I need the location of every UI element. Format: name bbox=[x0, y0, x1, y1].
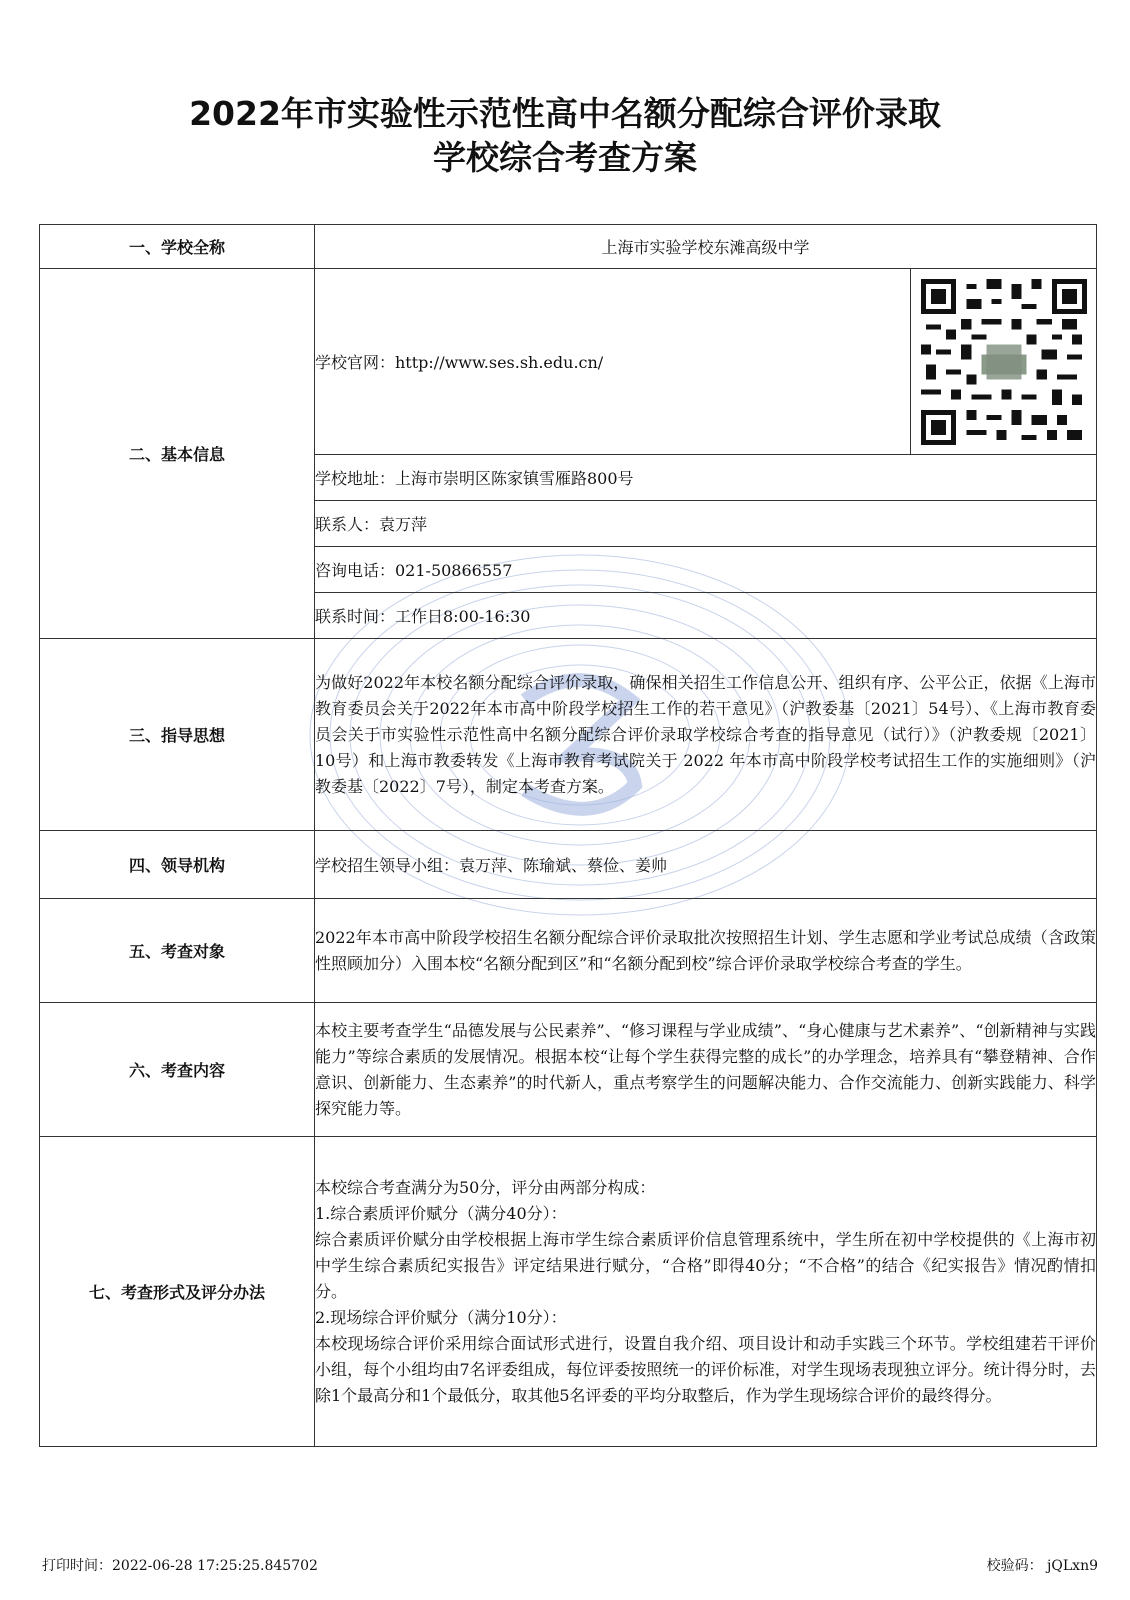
row-method bbox=[40, 1137, 1097, 1447]
target-text: 2022年本市高中阶段学校招生名额分配综合评价录取批次按照招生计划、学生志愿和学业考试总成绩（含政策性照顾加分）入围本校“名额分配到区”和“名额分配到校”综合评价录取学校综合考查的学生。 bbox=[315, 899, 1097, 1003]
method-text bbox=[315, 1137, 1097, 1447]
qr-cell bbox=[911, 269, 1097, 455]
contact-person: 联系人：袁万萍 bbox=[315, 501, 1097, 547]
document-title-line1: 2022年市实验性示范性高中名额分配综合评价录取 bbox=[189, 94, 941, 133]
guiding-text: 为做好2022年本校名额分配综合评价录取，确保相关招生工作信息公开、组织有序、公平公正，依据《上海市教育委员会关于2022年本市高中阶段学校招生工作的若干意见》（沪教委基〔2021〕54号）、《上海市教育委员会关于市实验性示范性高中名额分配综合评价录取学校综合考查的指导意见（试行）》（沪教委规〔2021〕10号）和上海市教委转发《上海市教育考试院关于 2022 年本市高中阶段学校考试招生工作的实施细则》（沪教委基〔2022〕7号），制定本考查方案。 bbox=[315, 639, 1097, 831]
print-time: 打印时间：2022-06-28 17:25:25.845702 bbox=[42, 1558, 318, 1574]
document-title-line2: 学校综合考查方案 bbox=[433, 138, 697, 177]
row-content bbox=[40, 1003, 1097, 1137]
method-line: 1.综合素质评价赋分（满分40分）： bbox=[315, 1203, 567, 1223]
row-leadership bbox=[40, 831, 1097, 899]
leadership-text: 学校招生领导小组：袁万萍、陈瑜斌、蔡俭、姜帅 bbox=[315, 831, 1097, 899]
method-line: 2.现场综合评价赋分（满分10分）： bbox=[315, 1307, 567, 1327]
row-website bbox=[40, 269, 1097, 455]
school-website: 学校官网：http://www.ses.sh.edu.cn/ bbox=[315, 269, 911, 455]
row-guiding bbox=[40, 639, 1097, 831]
contact-hours: 联系时间：工作日8:00-16:30 bbox=[315, 593, 1097, 639]
method-line: 综合素质评价赋分由学校根据上海市学生综合素质评价信息管理系统中，学生所在初中学校提供的《上海市初中学生综合素质纪实报告》评定结果进行赋分，“合格”即得40分；“不合格”的结合《纪实报告》情况酌情扣分。 bbox=[315, 1229, 1097, 1301]
value-school-name: 上海市实验学校东滩高级中学 bbox=[315, 225, 1097, 269]
content-text: 本校主要考查学生“品德发展与公民素养”、“修习课程与学业成绩”、“身心健康与艺术素养”、“创新精神与实践能力”等综合素质的发展情况。根据本校“让每个学生获得完整的成长”的办学理念，培养具有“攀登精神、合作意识、创新能力、生态素养”的时代新人，重点考察学生的问题解决能力、合作交流能力、创新实践能力、科学探究能力等。 bbox=[315, 1003, 1097, 1137]
scheme-table bbox=[39, 224, 1097, 1447]
check-code: 校验码： jQLxn9 bbox=[986, 1558, 1098, 1574]
method-line: 本校现场综合评价采用综合面试形式进行，设置自我介绍、项目设计和动手实践三个环节。学校组建若干评价小组，每个小组均由7名评委组成，每位评委按照统一的评价标准，对学生现场表现独立评分。统计得分时，去除1个最高分和1个最低分，取其他5名评委的平均分取整后，作为学生现场综合评价的最终得分。 bbox=[315, 1333, 1097, 1405]
label-target: 五、考查对象 bbox=[40, 899, 315, 1003]
label-school-name: 一、学校全称 bbox=[40, 225, 315, 269]
row-target bbox=[40, 899, 1097, 1003]
label-content: 六、考查内容 bbox=[40, 1003, 315, 1137]
label-basic-info: 二、基本信息 bbox=[40, 269, 315, 639]
label-guiding: 三、指导思想 bbox=[40, 639, 315, 831]
qr-code-icon bbox=[921, 279, 1087, 445]
consult-phone: 咨询电话：021-50866557 bbox=[315, 547, 1097, 593]
row-school-name bbox=[40, 225, 1097, 269]
school-address: 学校地址：上海市崇明区陈家镇雪雁路800号 bbox=[315, 455, 1097, 501]
label-method: 七、考查形式及评分办法 bbox=[40, 1137, 315, 1447]
method-line: 本校综合考查满分为50分，评分由两部分构成： bbox=[315, 1177, 656, 1197]
label-leadership: 四、领导机构 bbox=[40, 831, 315, 899]
